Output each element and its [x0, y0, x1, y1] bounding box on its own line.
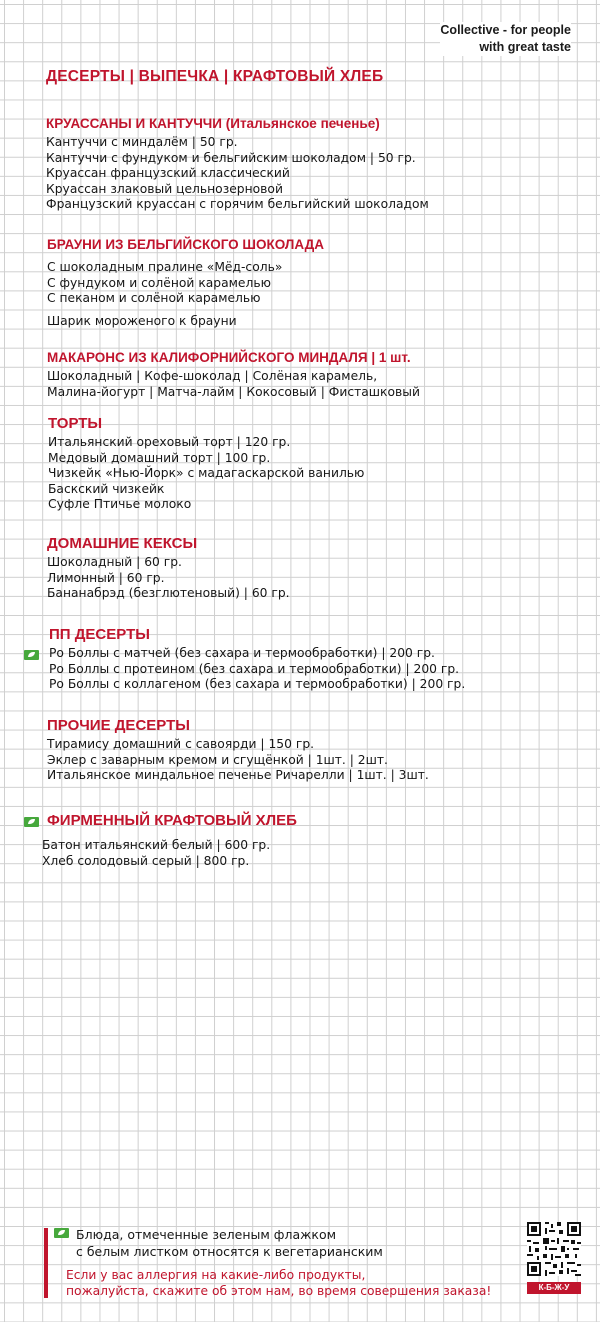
menu-item: Эклер с заварным кремом и сгущёнкой | 1шт. | 2шт. [47, 752, 388, 767]
menu-item: Лимонный | 60 гр. [47, 570, 165, 585]
section-cupcakes [47, 535, 290, 602]
veg-note [76, 1226, 383, 1260]
menu-item: Кантуччи с миндалём | 50 гр. [46, 135, 238, 149]
menu-item: Шоколадный | Кофе-шоколад | Солёная карамель, [47, 369, 378, 383]
section-pp-desserts [49, 626, 465, 693]
section-brownies [47, 236, 324, 329]
section-title: МАКАРОНС ИЗ КАЛИФОРНИЙСКОГО МИНДАЛЯ | 1 шт. [47, 350, 411, 365]
allergy-note-line-1: Если у вас аллергия на какие-либо продукты, [66, 1268, 366, 1282]
menu-item: Баскский чизкейк [48, 481, 165, 496]
tagline-line-2: with great taste [440, 39, 571, 56]
veg-note-line-2: с белым листком относятся к вегетарианским [76, 1244, 383, 1259]
menu-item: Бананабрэд (безглютеновый) | 60 гр. [47, 586, 290, 600]
menu-item: Круассан французский классический [46, 166, 290, 180]
section-title: ТОРТЫ [48, 415, 103, 432]
section-craft-bread [47, 812, 297, 832]
veg-leaf-icon [54, 1228, 69, 1238]
section-craft-bread-items [42, 838, 270, 869]
allergy-note-line-2: пожалуйста, скажите об этом нам, во время совершения заказа! [66, 1284, 492, 1298]
section-title: ПРОЧИЕ ДЕСЕРТЫ [47, 717, 190, 734]
menu-item: Ро Боллы с протеином (без сахара и термообработки) | 200 гр. [49, 661, 460, 676]
menu-item: С фундуком и солёной карамелью [47, 275, 271, 290]
veg-leaf-icon [24, 650, 39, 660]
section-title: КРУАССАНЫ И КАНТУЧЧИ (Итальянское печенье) [46, 116, 380, 131]
allergy-note [66, 1267, 491, 1299]
menu-item: Итальянский ореховый торт | 120 гр. [48, 435, 291, 449]
menu-item: Батон итальянский белый | 600 гр. [42, 838, 271, 852]
section-title: БРАУНИ ИЗ БЕЛЬГИЙСКОГО ШОКОЛАДА [47, 237, 324, 252]
tagline [440, 22, 571, 56]
qr-code-icon[interactable] [527, 1222, 581, 1276]
section-title: ФИРМЕННЫЙ КРАФТОВЫЙ ХЛЕБ [47, 812, 297, 829]
section-title: ПП ДЕСЕРТЫ [49, 626, 150, 643]
section-title: ДОМАШНИЕ КЕКСЫ [47, 535, 198, 552]
menu-item: С шоколадным пралине «Мёд-соль» [47, 260, 283, 274]
footer-accent-bar [44, 1228, 48, 1298]
menu-item: Ро Боллы с коллагеном (без сахара и термообработки) | 200 гр. [49, 677, 466, 691]
menu-item: Медовый домашний торт | 100 гр. [48, 450, 271, 465]
tagline-line-1: Collective - for people [440, 23, 571, 37]
menu-item: Хлеб солодовый серый | 800 гр. [42, 853, 250, 868]
menu-item: Итальянское миндальное печенье Ричарелли | 1шт. | 3шт. [47, 768, 429, 782]
page-title: ДЕСЕРТЫ | ВЫПЕЧКА | КРАФТОВЫЙ ХЛЕБ [46, 68, 384, 85]
menu-item-extra: Шарик мороженого к брауни [47, 313, 237, 328]
veg-leaf-icon [24, 817, 39, 827]
menu-item: Малина-йогурт | Матча-лайм | Кокосовый | Фисташковый [47, 384, 420, 399]
section-cakes [48, 415, 364, 513]
menu-item: Кантуччи с фундуком и бельгийским шоколадом | 50 гр. [46, 150, 416, 165]
menu-item: Шоколадный | 60 гр. [47, 555, 182, 569]
veg-note-line-1: Блюда, отмеченные зеленым флажком [76, 1227, 337, 1242]
menu-item: С пеканом и солёной карамелью [47, 291, 261, 305]
kbju-label: К-Б-Ж-У [527, 1282, 581, 1294]
menu-item: Чизкейк «Нью-Йорк» с мадагаскарской ванилью [48, 466, 365, 480]
menu-item: Суфле Птичье молоко [48, 497, 192, 511]
menu-item: Французский круассан с горячим бельгийский шоколадом [46, 197, 429, 211]
section-croissants [46, 115, 429, 213]
menu-item: Круассан злаковый цельнозерновой [46, 181, 283, 196]
section-macarons [47, 349, 420, 400]
menu-item: Тирамису домашний с савоярди | 150 гр. [47, 737, 315, 751]
section-other-desserts [47, 717, 429, 784]
menu-item: Ро Боллы с матчей (без сахара и термообработки) | 200 гр. [49, 646, 435, 660]
